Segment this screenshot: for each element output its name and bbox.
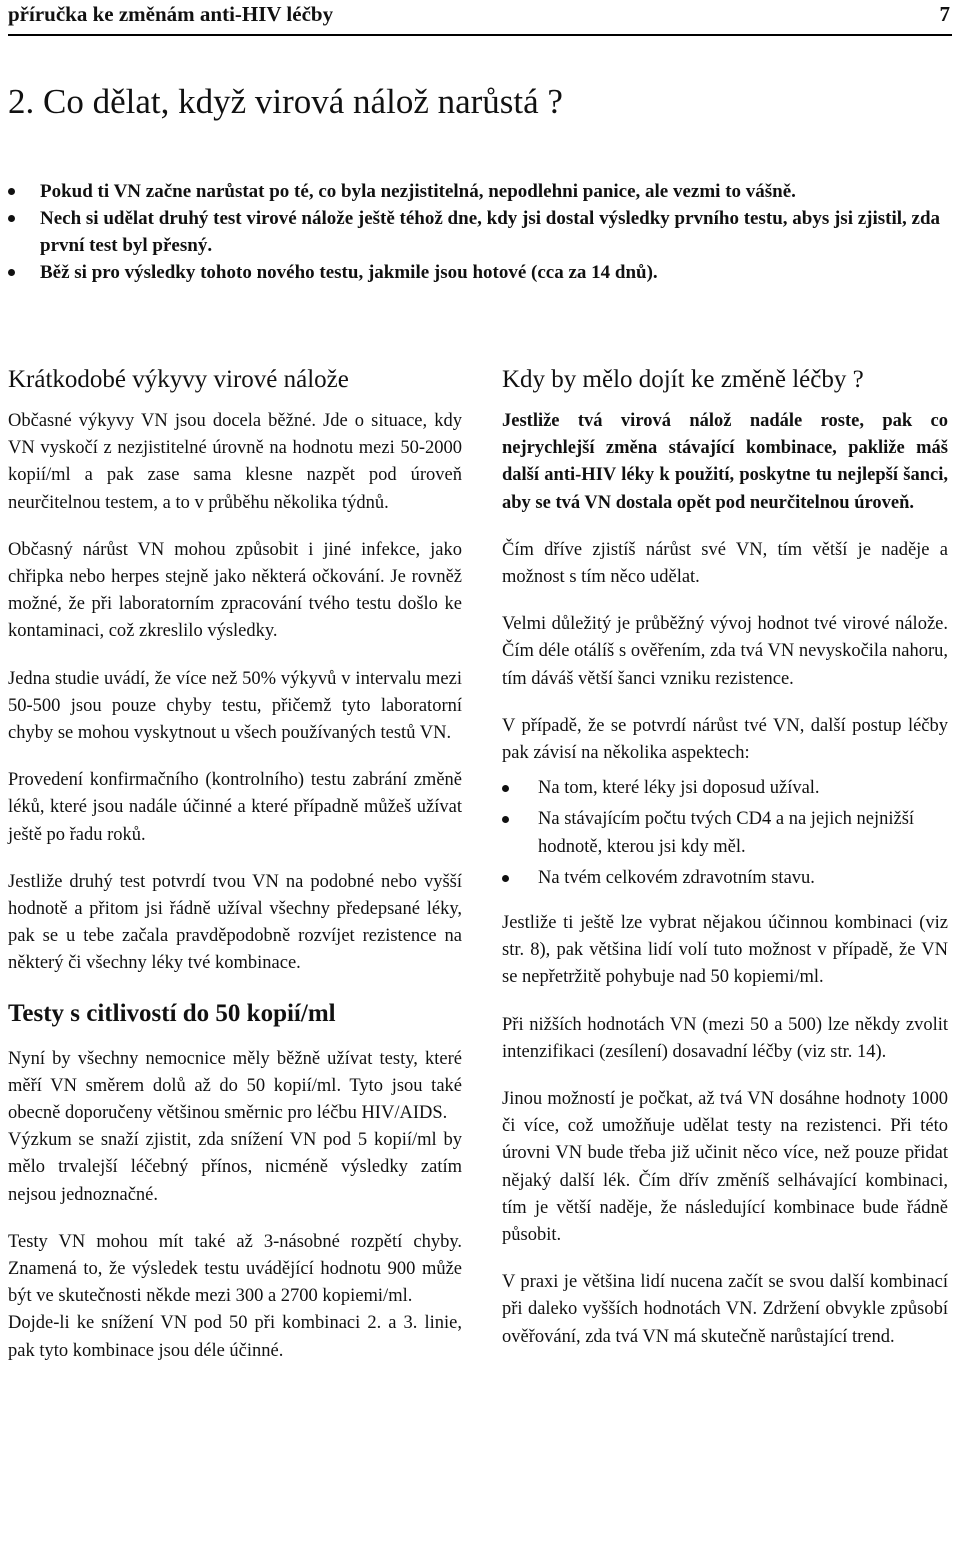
bold-paragraph: Jestliže tvá virová nálož nadále roste, pak co nejrychlejší změna stávající kombinace, pakliže máš další anti-HIV léky k použití, poskytne tu nejlepší šanci, aby se tvá VN dostala opět pod neurčitelnou úroveň. [502,411,948,513]
paragraph: Nyní by všechny nemocnice měly běžně užívat testy, které měří VN směrem dolů až do 50 kopií/ml. Tyto jsou také obecně doporučeny většinou směrnic pro léčbu HIV/AIDS. [8,1048,462,1124]
paragraph: V praxi je většina lidí nucena začít se svou další kombinací při daleko vyšších hodnotách VN. Zdržení obvykle způsobí ověřování, zda tvá VN má skutečně narůstající trend. [502,1272,948,1347]
section-heading-sensitive-tests: Testy s citlivostí do 50 kopií/ml [8,999,336,1027]
paragraph: Dojde-li ke snížení VN pod 50 při kombinaci 2. a 3. linie, pak tyto kombinace jsou déle účinné. [8,1313,462,1361]
paragraph: Jedna studie uvádí, že více než 50% výkyvů v intervalu mezi 50-500 jsou pouze chyby testu, přičemž tyto laboratorní chyby se mohou vyskytnout u všech používaných testů VN. [8,668,462,744]
header-title: příručka ke změnám anti-HIV léčby [8,2,334,26]
paragraph: Čím dříve zjistíš nárůst své VN, tím větší je naděje a možnost s tím něco udělat. [502,539,948,588]
paragraph: Občasný nárůst VN mohou způsobit i jiné infekce, jako chřipka nebo herpes stejně jako některá očkování. Je rovněž možné, že při laboratorním zpracování tvého testu došlo ke kontaminaci, což zkreslilo výsledky. [8,539,462,642]
aspects-bullet-list [502,775,948,892]
intro-bullet: Nech si udělat druhý test virové nálože ještě téhož dne, kdy jsi dostal výsledky prvního testu, abys jsi zjistil, zda první test byl přesný. [8,205,956,259]
paragraph: Jestliže ti ještě lze vybrat nějakou účinnou kombinaci (viz str. 8), pak většina lidí volí tuto možnost v případě, že VN se nepřetržitě pohybuje nad 50 kopiemi/ml. [502,913,948,988]
paragraph: Při nižších hodnotách VN (mezi 50 a 500) lze někdy zvolit intenzifikaci (zesílení) dosavadní léčby (viz str. 14). [502,1014,948,1062]
chapter-title: 2. Co dělat, když virová nálož narůstá ? [8,82,563,121]
paragraph: Občasné výkyvy VN jsou docela běžné. Jde o situace, kdy VN vyskočí z nezjistitelné úrovně na hodnotu mezi 50-2000 kopií/ml a pak zase sama klesne nazpět pod úroveň neurčitelnou testem, a to v průběhu několika týdnů. [8,411,462,513]
section-heading-short-term-spikes: Krátkodobé výkyvy virové nálože [8,366,349,393]
page-header [8,0,952,36]
paragraph: Provedení konfirmačního (kontrolního) testu zabrání změně léků, které jsou nadále účinné a které případně můžeš užívat ještě po řadu roků. [8,770,462,845]
left-column [8,364,462,1385]
paragraph: Jestliže druhý test potvrdí tvou VN na podobné nebo vyšší hodnotě a přitom jsi řádně užíval všechny předepsané léky, pak se u tebe začala pravděpodobně rozvíjet rezistence na některý či všechny léky tvé kombinace. [8,871,462,974]
right-column [502,364,948,1371]
paragraph: Jinou možností je počkat, až tvá VN dosáhne hodnoty 1000 či více, což umožňuje udělat testy na rezistenci. Při této úrovni VN bude třeba již učinit něco více, než pouze přidat nějaký další lék. Čím dřív změníš selhávající kombinaci, tím je větší naděje, že následující kombinace bude řádně působit. [502,1089,948,1246]
aspect-bullet: Na tom, které léky jsi doposud užíval. [502,775,948,802]
paragraph: Testy VN mohou mít také až 3-násobné rozpětí chyby. Znamená to, že výsledek testu uvádějící hodnotu 900 může být ve skutečnosti někde mezi 300 a 2700 kopiemi/ml. [8,1231,462,1307]
paragraph: V případě, že se potvrdí nárůst tvé VN, další postup léčby pak závisí na několika aspektech: [502,715,948,764]
aspect-bullet: Na tvém celkovém zdravotním stavu. [502,865,948,892]
paragraph: Výzkum se snaží zjistit, zda snížení VN pod 5 kopií/ml by mělo trvalejší léčebný přínos, nicméně výsledky zatím nejsou jednoznačné. [8,1130,462,1205]
section-heading-when-to-switch: Kdy by mělo dojít ke změně léčby ? [502,366,864,393]
aspect-bullet: Na stávajícím počtu tvých CD4 a na jejich nejnižší hodnotě, kterou jsi kdy měl. [502,806,948,860]
intro-bullet-list [8,178,956,286]
paragraph: Velmi důležitý je průběžný vývoj hodnot tvé virové nálože. Čím déle otálíš s ověřením, zda tvá VN nevyskočila nahoru, tím dáváš větší šanci vzniku rezistence. [502,614,948,689]
intro-bullet: Pokud ti VN začne narůstat po té, co byla nezjistitelná, nepodlehni panice, ale vezmi to vášně. [8,178,956,205]
page-number: 7 [939,2,950,26]
intro-bullet: Běž si pro výsledky tohoto nového testu, jakmile jsou hotové (cca za 14 dnů). [8,259,956,286]
